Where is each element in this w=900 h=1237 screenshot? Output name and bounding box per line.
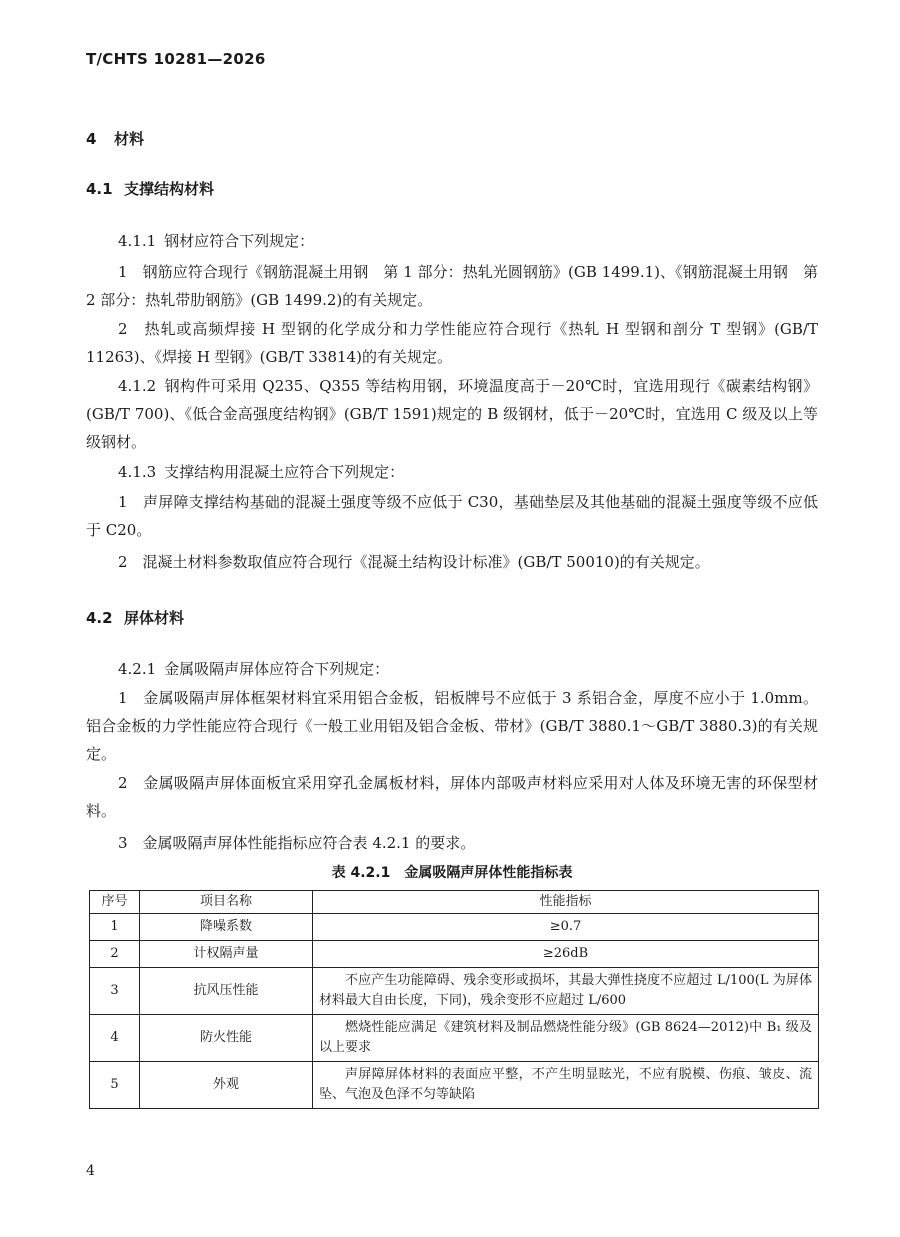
row-spec: 声屏障屏体材料的表面应平整，不产生明显眩光，不应有脱模、伤痕、皱皮、流坠、气泡及色泽不匀等缺陷 [313,1062,819,1109]
clause-4-1-3-item-2: 2 混凝土材料参数取值应符合现行《混凝土结构设计标准》(GB/T 50010)的有关规定。 [118,553,710,571]
chapter-number: 4 [86,130,97,148]
clause-number: 4.1.1 [118,232,157,250]
clause-4-1-1-item-2: 2 热轧或高频焊接 H 型钢的化学成分和力学性能应符合现行《热轧 H 型钢和剖分 T 型钢》(GB/T 11263)、《焊接 H 型钢》(GB/T 33814)的有关规定。 [86,320,818,366]
clause-number: 4.1.2 [118,377,157,395]
standard-code-header: T/CHTS 10281—2026 [86,50,266,68]
clause-4-2-1-item-2: 2 金属吸隔声屏体面板宜采用穿孔金属板材料，屏体内部吸声材料应采用对人体及环境无害的环保型材料。 [86,774,818,820]
section-title: 支撑结构材料 [124,180,215,198]
header-item: 项目名称 [140,891,313,914]
table-caption: 表 4.2.1 金属吸隔声屏体性能指标表 [331,865,573,881]
performance-spec-table [89,890,819,1109]
row-spec: 燃烧性能应满足《建筑材料及制品燃烧性能分级》(GB 8624—2012)中 B₁ 级及以上要求 [313,1015,819,1062]
table-row [90,1062,819,1109]
chapter-heading [86,128,144,149]
section-title: 屏体材料 [124,609,185,627]
row-spec: ≥0.7 [313,914,819,941]
clause-number: 4.1.3 [118,463,157,481]
page-number: 4 [86,1163,95,1179]
section-number: 4.2 [86,609,113,627]
table-row [90,941,819,968]
clause-text: 金属吸隔声屏体应符合下列规定： [164,660,390,678]
row-no: 5 [90,1062,140,1109]
row-spec: ≥26dB [313,941,819,968]
row-item: 计权隔声量 [140,941,313,968]
row-item: 降噪系数 [140,914,313,941]
row-no: 3 [90,968,140,1015]
table-row [90,1015,819,1062]
clause-text: 钢构件可采用 Q235、Q355 等结构用钢，环境温度高于－20℃时，宜选用现行《碳素结构钢》(GB/T 700)、《低合金高强度结构钢》(GB/T 1591)规定的 B 级钢材，低于－20℃时，宜选用 C 级及以上等级钢材。 [86,377,818,451]
clause-4-1-1 [86,227,818,255]
clause-4-1-2 [86,372,818,456]
row-no: 4 [90,1015,140,1062]
clause-4-2-1-item-3: 3 金属吸隔声屏体性能指标应符合表 4.2.1 的要求。 [118,834,476,852]
clause-4-1-3-item-1: 1 声屏障支撑结构基础的混凝土强度等级不应低于 C30，基础垫层及其他基础的混凝土强度等级不应低于 C20。 [86,493,818,539]
table-header-row [90,891,819,914]
header-no: 序号 [90,891,140,914]
header-spec: 性能指标 [313,891,819,914]
row-item: 外观 [140,1062,313,1109]
section-heading-4-2 [86,607,184,628]
table-row [90,968,819,1015]
row-no: 1 [90,914,140,941]
table-row [90,914,819,941]
clause-4-2-1 [86,655,818,683]
row-item: 防火性能 [140,1015,313,1062]
row-spec: 不应产生功能障碍、残余变形或损坏，其最大弹性挠度不应超过 L/100(L 为屏体材料最大自由长度，下同)，残余变形不应超过 L/600 [313,968,819,1015]
row-item: 抗风压性能 [140,968,313,1015]
chapter-title: 材料 [114,130,145,148]
section-number: 4.1 [86,180,113,198]
clause-4-2-1-item-1: 1 金属吸隔声屏体框架材料宜采用铝合金板，铝板牌号不应低于 3 系铝合金，厚度不应小于 1.0mm。铝合金板的力学性能应符合现行《一般工业用铝及铝合金板、带材》(GB/T 3880.1～GB/T 3880.3)的有关规定。 [86,689,818,763]
clause-number: 4.2.1 [118,660,157,678]
clause-4-1-3 [86,458,818,486]
clause-text: 支撑结构用混凝土应符合下列规定： [164,463,405,481]
section-heading-4-1 [86,178,214,199]
clause-4-1-1-item-1: 1 钢筋应符合现行《钢筋混凝土用钢 第 1 部分：热轧光圆钢筋》(GB 1499.1)、《钢筋混凝土用钢 第2 部分：热轧带肋钢筋》(GB 1499.2)的有关规定。 [86,263,818,309]
clause-text: 钢材应符合下列规定： [164,232,315,250]
row-no: 2 [90,941,140,968]
